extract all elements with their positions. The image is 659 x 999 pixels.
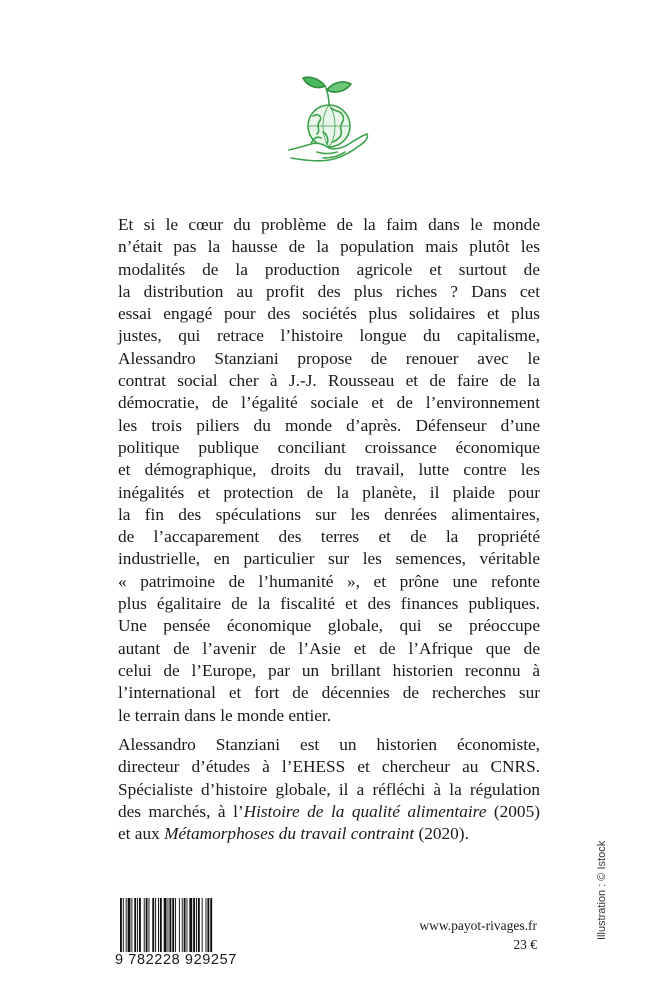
bio-text: (2005): [486, 801, 540, 821]
blurb-line: la fin des spéculations sur les denrées alimentaires,: [118, 504, 540, 524]
blurb-line: justes, qui retrace l’histoire longue du capitalisme,: [118, 326, 540, 346]
blurb-line: essai engagé pour des sociétés plus solidaires et plus: [118, 304, 540, 324]
blurb-line: inégalités et protection de la planète, il plaide pour: [118, 482, 540, 502]
bio-line: [118, 801, 540, 823]
barcode-bar: [149, 898, 150, 952]
blurb-line: et démographique, droits du travail, lutte contre les: [118, 460, 540, 480]
barcode-bar: [164, 898, 167, 952]
barcode-bar: [120, 898, 122, 952]
barcode-bar: [207, 898, 209, 952]
barcode-bar: [144, 898, 145, 952]
barcode-bar: [210, 898, 212, 952]
barcode-bar: [193, 898, 195, 952]
barcode-bar: [158, 898, 159, 952]
bio-line: Spécialiste d’histoire globale, il a réfléchi à la régulation: [118, 779, 540, 799]
blurb-line: modalités de la production agricole et surtout de: [118, 259, 540, 279]
bio-line: directeur d’études à l’EHESS et chercheur au CNRS.: [118, 757, 540, 777]
hand-earth-seedling-logo: [283, 72, 373, 168]
barcode-bar: [152, 898, 154, 952]
barcode-bar: [202, 898, 203, 952]
barcode-bar: [139, 898, 141, 952]
blurb-line: plus égalitaire de la fiscalité et des finances publiques.: [118, 594, 540, 614]
blurb-line: les trois piliers du monde d’après. Défenseur d’une: [118, 415, 540, 435]
barcode-bar: [198, 898, 200, 952]
bio-line: Alessandro Stanziani est un historien économiste,: [118, 735, 540, 754]
blurb-line: la distribution au profit des plus riches ? Dans cet: [118, 281, 540, 301]
blurb-line: celui de l’Europe, par un brillant historien reconnu à: [118, 660, 540, 680]
isbn-number: 9 782228 929257: [113, 952, 257, 968]
barcode-bar: [126, 898, 127, 952]
publisher-website: www.payot-rivages.fr: [419, 918, 537, 933]
barcode-bar: [169, 898, 171, 952]
price: 23 €: [513, 937, 537, 952]
blurb-line: « patrimoine de l’humanité », et prône une refonte: [118, 571, 540, 591]
barcode-bar: [206, 898, 207, 952]
book-title: Histoire de la qualité alimentaire: [243, 801, 487, 821]
barcode-bar: [179, 898, 180, 952]
barcode-bar: [175, 898, 176, 952]
barcode-bar: [172, 898, 174, 952]
blurb-line: industrielle, en particulier sur les semences, véritable: [118, 549, 540, 569]
blurb-line: Alessandro Stanziani propose de renouer avec le: [118, 348, 540, 368]
barcode-bar: [128, 898, 131, 952]
barcode-bar: [196, 898, 197, 952]
barcode-bar: [184, 898, 186, 952]
back-cover-blurb: [118, 214, 540, 727]
barcode-bar: [131, 898, 132, 952]
book-title: Métamorphoses du travail contraint: [164, 824, 415, 844]
blurb-line: Et si le cœur du problème de la faim dans le monde: [118, 215, 540, 234]
blurb-line: de l’accaparement des terres et de la propriété: [118, 527, 540, 547]
bio-text: et aux: [118, 824, 165, 844]
blurb-line: Une pensée économique globale, qui se préoccupe: [118, 616, 540, 636]
blurb-line: autant de l’avenir de l’Asie et de l’Afrique que de: [118, 638, 540, 658]
barcode-bar: [155, 898, 156, 952]
bio-text: (2020).: [414, 824, 469, 844]
blurb-line: le terrain dans le monde entier.: [118, 705, 332, 725]
barcode-bar: [146, 898, 148, 952]
bio-text: des marchés, à l’: [118, 801, 244, 821]
blurb-line: contrat social cher à J.-J. Rousseau et de faire de la: [118, 371, 540, 391]
blurb-line: l’international et fort de décennies de recherches sur: [118, 683, 540, 703]
author-bio: [118, 734, 540, 845]
barcode-bar: [187, 898, 188, 952]
bio-line: [118, 823, 540, 845]
barcode-bar: [182, 898, 183, 952]
barcode-bar: [189, 898, 192, 952]
blurb-line: politique publique conciliant croissance économique: [118, 437, 540, 457]
blurb-line: n’était pas la hausse de la population mais plutôt les: [118, 237, 540, 257]
barcode-bar: [137, 898, 138, 952]
barcode-bar: [134, 898, 136, 952]
illustration-credit: Illustration : © Istock: [596, 840, 608, 940]
blurb-line: démocratie, de l’égalité sociale et de l’environnement: [118, 393, 540, 413]
barcode-bar: [123, 898, 124, 952]
barcode-bar: [168, 898, 169, 952]
barcode-bar: [160, 898, 162, 952]
